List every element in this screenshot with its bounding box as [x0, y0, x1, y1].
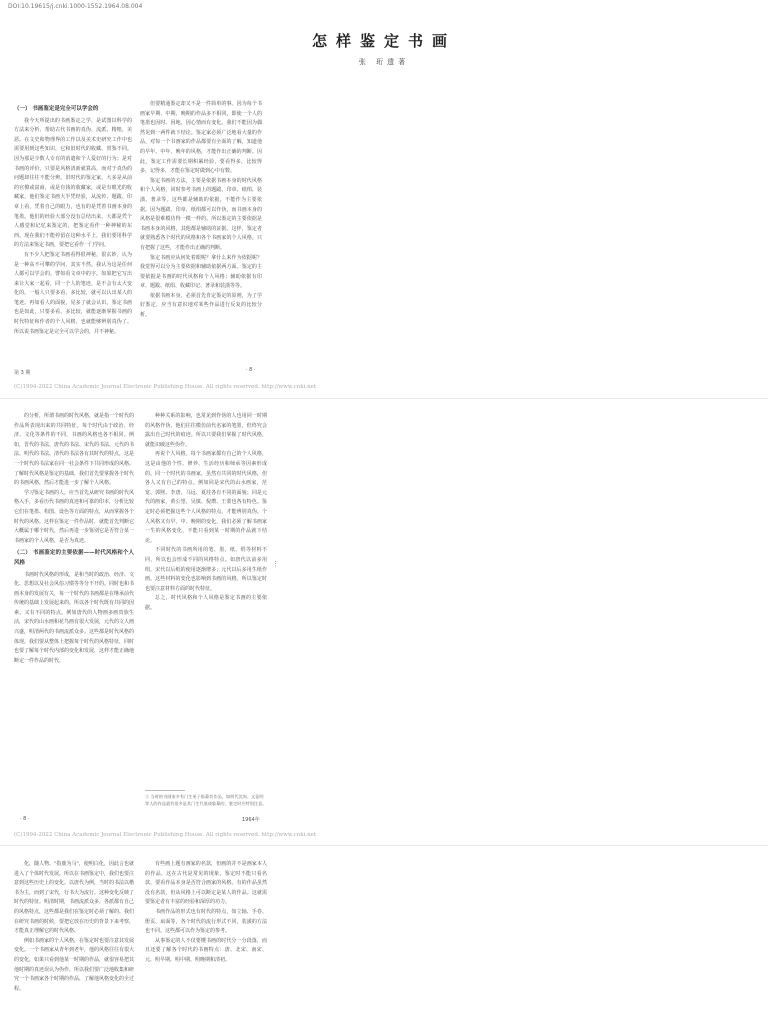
section-heading-1: （一） 书画鉴定是完全可以学会的 [14, 106, 99, 112]
article-author: 张 珩遗著 [358, 58, 410, 66]
issue-year: 1964年 [242, 817, 260, 823]
paragraph: 种种关系的影响，也常见到作伪的人也用同一时期的风格作伪，他们往往模仿前代名家的笔墨，但终究会露出自己时代的痕迹。所以只要我们掌握了时代风格，就能识破这些伪作。 [145, 413, 267, 448]
paragraph: 鉴定书画应从何处着眼呢？拿什么来作为依据呢？我觉得可以分为主要依据和辅助依据两方面。鉴定的主要依据是书画的时代风格和个人风格；辅助依据有印章、题跋、纸绢、收藏印记、著录和装潢等等。 [140, 254, 262, 290]
paragraph: 有不少人把鉴定书画看得很神秘，很玄妙，认为是一种高不可攀的学问，其实不然。我认为这是任何人都可以学会的。譬如看文章中的字，如果把它写出来让大家一起看，同一个人的笔迹，是不会有太大变化的。一般人只要多看、多比较，就可以认出某人的笔迹。再如看人的面貌，见多了就会认识。鉴定书画也是如此，只要多看、多比较，就能逐渐掌握书画的时代特征和作者的个人风格，也就能够辨别真伪了。所以说书画鉴定是完全可以学会的，并不神秘。 [14, 251, 132, 335]
margin-mark: ⋮ [272, 560, 279, 568]
paragraph: 但要精通鉴定却又不是一件简单的事。因为每个书画家早期、中期、晚期的作品多不相同，即使一个人的笔墨也因时、因地、因心情而有变化。我们不能因为偶然见到一两件就下结论。鉴定家必须广泛地看大量的作品，对每一个书画家的作品都要有全面的了解，知道他的早年、中年、晚年的风格，才能作出正确的判断。因此，鉴定工作需要长期积累经验，要看得多，比较得多，记得多，才能在鉴定时做到心中有数。 [140, 101, 262, 175]
footnote-rule [145, 790, 185, 791]
section-heading-2: （二） 书画鉴定的主要依据——时代风格和个人风格 [14, 550, 134, 566]
paragraph: 的分析，所谓书画的时代风格，就是指一个时代的作品所表现出来的共同特征。每个时代由于政治、经济、文化等条件的不同，书画的风格也各不相同。例如，晋代的书法、唐代的书法、宋代的书法、元代的书法、明代的书法、清代的书法各有其时代的特点，这是一个时代的书法家在同一社会条件下共同形成的风格。了解时代风格是鉴定的基础，我们首先要掌握各个时代的书画风格，然后才能进一步了解个人风格。 [14, 413, 134, 487]
paragraph: 我今天所提出的书画鉴定之学，是试图以科学的方法来分析、帮助古代书画的真伪、流派、精粗、美恶。在文史和物理界的工作以及美术史研究工作中也需要用到这些知识，它和旧时代的收藏、赏鉴不同。因为那是少数人专有的消遣和个人爱好的行为；是对书画的评价，只要是风格清新就算高，而对于真伪的问题却往往不能分辨。旧时代的鉴定家，大多是从前的官僚或富商，或是有钱的收藏家，或是有眼光的收藏家，他们鉴定书画大半凭经验，从流传、题跋、印章上看，凭着自己的眼力，也有的是凭着书画本身的笔墨。他们的经验大部分没有总结出来，大都是凭个人感觉和记忆来鉴定的，把鉴定看作一种神秘的东西。现在我们不能停留在这种水平上，我们要用科学的方法来鉴定书画，要把它看作一门学问。 [14, 117, 132, 249]
page1-right-column [140, 100, 262, 364]
footnote-block [145, 790, 267, 807]
page-separator [0, 398, 768, 399]
page1-left-column [14, 102, 132, 364]
paragraph: 不同时代的书画所用的笔、墨、纸、绢等材料不同，所以也会形成不同的风格特点。如唐代以前多用绢，宋代以后纸的使用逐渐增多；元代以后多用生纸作画。这些材料的变化也影响到书画的风格。所以鉴定时也要注意材料方面的时代特征。 [145, 547, 267, 592]
page-separator [0, 845, 768, 846]
page2-left-column [14, 412, 134, 807]
paragraph: 书画时代风格的形成，是和当时的政治、经济、文化、思想以及社会风俗习惯等等分不开的。同时也和书画本身的发展有关，每一个时代的书画都是在继承前代传统的基础上发展起来的。所以各个时代既有共同的因素，又有不同的特点。例如唐代的人物画多画贵族生活，宋代的山水画和花鸟画有很大发展，元代的文人画兴盛，明清两代的书画流派众多。这些都是时代风格的体现。我们要从整体上把握每个时代的风格特征，同时也要了解每个时代内部的变化和发展，这样才能正确地断定一件作品的时代。 [14, 571, 134, 664]
paragraph: 总之，时代风格和个人风格是鉴定书画的主要依据。 [145, 595, 267, 611]
paragraph: 依据书画本身，必须首先肯定鉴定的原则，为了学好鉴定，应当有意识地对某些作品进行反复的比较分析。 [140, 292, 262, 319]
copyright-notice: (C)1994-2022 China Academic Journal Electronic Publishing House. All rights reserved. http://www.cnki.net [14, 832, 317, 838]
article-title: 怎样鉴定书画 [311, 32, 456, 50]
paragraph: 学习鉴定书画的人，应当首先从研究书画的时代风格入手，多看历代书画的真迹和可靠的印本，分析比较它们在笔墨、构图、设色等方面的特点，从而掌握各个时代的风格。这样在鉴定一件作品时，就能首先判断它大概属于哪个时代，然后再进一步鉴别它是否符合某一书画家的个人风格，是否为真迹。 [14, 489, 134, 544]
paragraph: 再说个人风格。每个书画家都有自己的个人风格，这是由他的个性、修养、生活经历和师承等因素形成的。同一个时代的书画家，虽然有共同的时代风格，但各人又有自己的特点。例如同是宋代的山水画家，范宽、郭熙、李唐、马远、夏珪各有不同的面貌；同是元代的画家，黄公望、吴镇、倪瓒、王蒙也各有特色。鉴定时必须把握这些个人风格的特点，才能辨别真伪。个人风格又有早、中、晚期的变化，我们必须了解书画家一生的风格变化，不能只看到某一时期的作品就下结论。 [145, 451, 267, 544]
footnote: ① 当时的书画家多有门生弟子临摹其作品，如明代沈周、文征明等人的作品就有很多是其门生代笔或临摹的，鉴定时应特别注意。 [145, 794, 267, 806]
doi-line: DOI:10.19615/j.cnki.1000-1552.1964.08.004 [8, 3, 143, 10]
page3-right-column [145, 860, 267, 1024]
paragraph: 从事鉴定的人不仅要懂书画的时代分一分段落，而且还要了解各个时代的书画特点：唐、北宋、南宋、元、明早期、明中期、明晚期和清初。 [145, 937, 267, 963]
paragraph: 鉴定书画的方法，主要是依据书画本身的时代风格和个人风格，同时参考书画上的题跋、印章、纸绢、装潢、著录等。这些都是辅助的依据，不能作为主要依据。因为题跋、印章、纸绢都可以作伪，而书画本身的风格是很难模仿得一模一样的。所以鉴定的主要依据是书画本身的风格，其他都是辅助的证据。这样，鉴定者就要熟悉各个时代的风格和各个书画家的个人风格。只有把握了这些，才能作出正确的判断。 [140, 177, 262, 251]
paragraph: 有些画上题有画家的名款，但画的并不是画家本人的作品，这在古代是常见的现象。鉴定时不能只看名款，要看作品本身是否符合画家的风格。有的作品虽然没有名款，但从风格上可以断定是某人的作品。这就需要鉴定者有丰富的经验和深厚的功力。 [145, 861, 267, 906]
paragraph: 化，随人物、"指鹿为马"，使明白化，因此言也就进入了个体时代发展。所以在书画鉴定中，我们也要注意到这些历史上的变化。以唐代为例，当时的书法以楷书为主，而到了宋代，行书大为流行。这种变化反映了时代的特征。明清时期，书画流派众多，各派都有自己的风格特点，这些都是我们在鉴定时必须了解的。我们在研究书画的时候，要把它放在历史的背景下来考察，才能真正理解它的时代风格。 [14, 861, 134, 935]
page-number: · 8 · [20, 816, 30, 822]
paragraph: 书画作品的形式也有时代的特点，如立轴、手卷、册页、扇面等，各个时代的流行形式不同，装潢的方法也不同。这些都可以作为鉴定的参考。 [145, 908, 267, 935]
page2-right-column [145, 412, 267, 787]
page-number: 第 3 期 [14, 370, 31, 376]
page-number: · 8 · [246, 367, 256, 373]
page3-left-column [14, 860, 134, 1024]
paragraph: 例如书画家的个人风格，在鉴定时也要注意其发展变化。一个书画家从青年到老年，他的风格往往有很大的变化，如果只看到他某一时期的作品，就很容易把其他时期的真迹误认为伪作。所以我们要广泛地收集和研究一个书画家各个时期的作品，了解他风格变化的全过程。 [14, 937, 134, 992]
copyright-notice: (C)1994-2022 China Academic Journal Electronic Publishing House. All rights reserved. http://www.cnki.net [14, 384, 317, 390]
